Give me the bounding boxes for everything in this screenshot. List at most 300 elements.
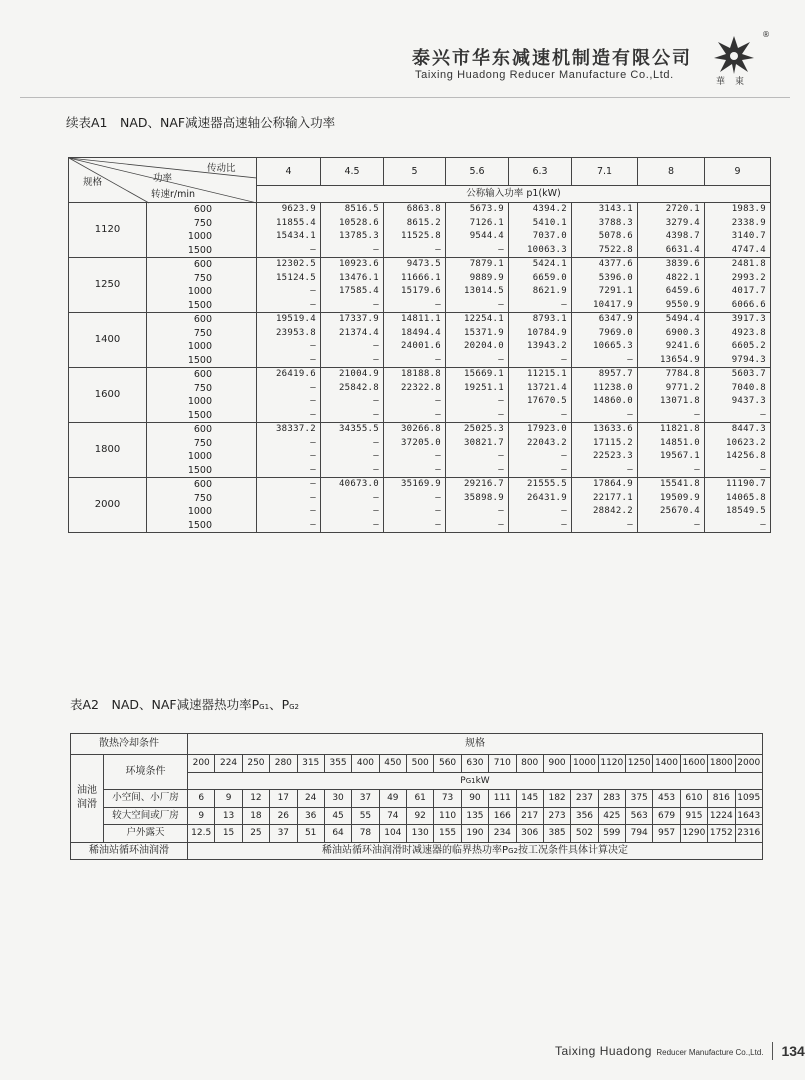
thermal-value: 610 (680, 790, 707, 808)
power-value: — (310, 354, 316, 365)
power-value: 8621.9 (532, 286, 567, 296)
power-cell (384, 478, 446, 533)
power-value: 7126.1 (469, 217, 504, 228)
power-value: 17864.9 (592, 479, 633, 489)
speed-value: 600 (193, 424, 212, 435)
power-cell (257, 313, 321, 368)
speed-value: 750 (193, 382, 212, 394)
speed-cell (147, 368, 257, 423)
power-value: 26431.9 (526, 492, 567, 503)
power-value: 11666.1 (400, 272, 441, 283)
power-value: 10665.3 (592, 341, 633, 351)
power-value: — (373, 354, 379, 365)
power-value: 10417.9 (592, 299, 633, 310)
circulation-row (71, 842, 763, 860)
power-value: 4747.4 (731, 244, 766, 255)
table-row (71, 807, 763, 825)
speed-cell (147, 203, 257, 258)
power-value: 6459.6 (665, 286, 700, 296)
footer-divider (772, 1042, 773, 1060)
power-value: 10528.6 (338, 217, 379, 228)
power-value: — (694, 519, 700, 530)
thermal-value: 453 (653, 790, 680, 808)
spec-cell: 1800 (69, 423, 147, 478)
power-value: 4822.1 (665, 272, 700, 283)
caption-sub1: G1 (259, 703, 270, 711)
thermal-value: 237 (571, 790, 598, 808)
thermal-value: 64 (324, 825, 351, 843)
thermal-value: 104 (379, 825, 406, 843)
circ-note-sub: G2 (508, 846, 518, 855)
power-cell (321, 203, 384, 258)
power-value: — (435, 464, 441, 475)
power-cell (446, 313, 509, 368)
env-condition: 小空间、小厂房 (104, 790, 188, 808)
thermal-value: 679 (653, 807, 680, 825)
thermal-value: 182 (543, 790, 570, 808)
power-value: 23953.8 (275, 327, 316, 338)
power-value: 22177.1 (592, 492, 633, 503)
power-value: 9623.9 (281, 204, 316, 214)
oil-bath-label: 油池润滑 (71, 755, 104, 843)
power-value: 17115.2 (592, 437, 633, 448)
power-cell (257, 368, 321, 423)
power-value: 13633.6 (592, 424, 633, 434)
table-row (69, 478, 771, 533)
thermal-value: 61 (407, 790, 434, 808)
power-value: — (435, 409, 441, 420)
power-value: 18188.8 (400, 369, 441, 379)
power-cell (705, 313, 771, 368)
power-cell (321, 423, 384, 478)
power-value: 25842.8 (338, 382, 379, 393)
power-value: 10784.9 (526, 327, 567, 338)
ratio-header: 4.5 (321, 158, 384, 186)
power-value: 6863.8 (406, 204, 441, 214)
power-value: — (310, 451, 316, 461)
power-value: 7879.1 (469, 259, 504, 269)
speed-value: 600 (193, 314, 212, 325)
logo-emblem-icon (712, 34, 756, 76)
power-value: 29216.7 (463, 479, 504, 489)
power-value: 35169.9 (400, 479, 441, 489)
thermal-value: 915 (680, 807, 707, 825)
power-value: 9794.3 (731, 354, 766, 365)
power-cell (705, 423, 771, 478)
power-value: 2993.2 (731, 272, 766, 283)
power-value: 25025.3 (463, 424, 504, 434)
power-value: 13785.3 (338, 231, 379, 241)
power-value: 28842.2 (592, 506, 633, 516)
thermal-value: 1224 (708, 807, 735, 825)
power-value: — (310, 396, 316, 406)
thermal-value: 51 (297, 825, 324, 843)
power-value: 2720.1 (665, 204, 700, 214)
spec-cell: 1120 (69, 203, 147, 258)
power-value: 9473.5 (406, 259, 441, 269)
power-value: — (373, 396, 379, 406)
thermal-value: 1643 (735, 807, 763, 825)
power-value: 14851.0 (659, 437, 700, 448)
power-value: — (694, 409, 700, 420)
power-value: 19251.1 (463, 382, 504, 393)
power-value: — (435, 244, 441, 255)
power-cell (446, 423, 509, 478)
size-header: 560 (434, 755, 461, 773)
power-cell (572, 423, 638, 478)
power-value: 12254.1 (463, 314, 504, 324)
page-number: 134 (781, 1043, 805, 1059)
thermal-value: 15 (215, 825, 242, 843)
size-header: 900 (543, 755, 570, 773)
power-cell (509, 258, 572, 313)
power-subheader: 公称输入功率 p1(kW) (257, 185, 771, 202)
power-value: 21555.5 (526, 479, 567, 489)
power-value: — (373, 437, 379, 448)
power-cell (384, 258, 446, 313)
thermal-value: 816 (708, 790, 735, 808)
power-value: 6631.4 (665, 244, 700, 255)
speed-value: 1500 (187, 244, 212, 256)
speed-value: 600 (193, 479, 212, 490)
power-value: — (561, 299, 567, 310)
speed-value: 750 (193, 272, 212, 284)
power-value: 3839.6 (665, 259, 700, 269)
power-cell (638, 203, 705, 258)
ratio-header: 6.3 (509, 158, 572, 186)
thermal-value: 1752 (708, 825, 735, 843)
power-value: 12302.5 (275, 259, 316, 269)
power-value: 13476.1 (338, 272, 379, 283)
power-value: 6900.3 (665, 327, 700, 338)
thermal-value: 794 (626, 825, 653, 843)
power-value: 9889.9 (469, 272, 504, 283)
power-value: 4017.7 (731, 286, 766, 296)
thermal-value: 12.5 (188, 825, 215, 843)
power-value: 15541.8 (659, 479, 700, 489)
power-value: 13014.5 (463, 286, 504, 296)
thermal-value: 78 (352, 825, 379, 843)
power-value: — (561, 451, 567, 461)
power-value: — (373, 299, 379, 310)
power-value: — (627, 519, 633, 530)
power-cell (572, 313, 638, 368)
power-value: 17923.0 (526, 424, 567, 434)
power-cell (705, 368, 771, 423)
power-value: 15179.6 (400, 286, 441, 296)
thermal-value: 2316 (735, 825, 763, 843)
company-logo (712, 30, 770, 90)
power-value: 8447.3 (731, 424, 766, 434)
power-value: 19509.9 (659, 492, 700, 503)
speed-value: 1500 (187, 519, 212, 531)
power-cell (638, 423, 705, 478)
header-divider (20, 97, 790, 98)
power-value: — (310, 244, 316, 255)
power-cell (321, 258, 384, 313)
thermal-value: 130 (407, 825, 434, 843)
power-value: 7969.0 (598, 327, 633, 338)
table-row (71, 790, 763, 808)
power-value: 25670.4 (659, 506, 700, 516)
footer-brand: Taixing Huadong (555, 1044, 652, 1059)
power-value: 5410.1 (532, 217, 567, 228)
speed-value: 1000 (187, 231, 212, 242)
power-value: — (498, 506, 504, 516)
unit-label (188, 772, 763, 790)
thermal-value: 111 (489, 790, 516, 808)
circ-note-tail: 按工况条件具体计算决定 (517, 844, 628, 856)
thermal-value: 110 (434, 807, 461, 825)
power-value: 7522.8 (598, 244, 633, 255)
power-value: 5494.4 (665, 314, 700, 324)
power-cell (257, 478, 321, 533)
speed-value: 1000 (187, 341, 212, 352)
power-value: 6659.0 (532, 272, 567, 283)
power-value: — (310, 299, 316, 310)
footer-tail: Reducer Manufacture Co.,Ltd. (656, 1048, 764, 1058)
speed-value: 600 (193, 369, 212, 380)
speed-value: 1000 (187, 506, 212, 517)
power-value: 8516.5 (344, 204, 379, 214)
power-value: — (498, 409, 504, 420)
speed-value: 750 (193, 217, 212, 229)
power-value: 8793.1 (532, 314, 567, 324)
power-value: 18549.5 (725, 506, 766, 516)
size-header: 710 (489, 755, 516, 773)
ratio-header: 8 (638, 158, 705, 186)
power-value: 26419.6 (275, 369, 316, 379)
thermal-value: 6 (188, 790, 215, 808)
cooling-label: 散热冷却条件 (71, 734, 188, 755)
power-value: — (760, 409, 766, 420)
power-value: — (760, 519, 766, 530)
power-value: — (373, 519, 379, 530)
caption-sub2: G2 (289, 703, 299, 711)
power-cell (384, 313, 446, 368)
power-value: 22523.3 (592, 451, 633, 461)
logo-chars: 華東 (716, 77, 755, 87)
power-value: — (627, 354, 633, 365)
power-value: 34355.5 (338, 424, 379, 434)
size-row (71, 755, 763, 773)
thermal-value: 1290 (680, 825, 707, 843)
size-header: 500 (407, 755, 434, 773)
size-header: 400 (352, 755, 379, 773)
power-cell (384, 203, 446, 258)
power-value: 13071.8 (659, 396, 700, 406)
power-value: 15434.1 (275, 231, 316, 241)
power-value: 9241.6 (665, 341, 700, 351)
power-value: 6347.9 (598, 314, 633, 324)
power-value: 2481.8 (731, 259, 766, 269)
speed-value: 1500 (187, 464, 212, 476)
power-value: 19567.1 (659, 451, 700, 461)
company-name-cn: 泰兴市华东减速机制造有限公司 (412, 48, 692, 69)
spec-cell: 1600 (69, 368, 147, 423)
speed-cell (147, 478, 257, 533)
power-value: 11525.8 (400, 231, 441, 241)
power-value: — (310, 382, 316, 393)
power-value: 17670.5 (526, 396, 567, 406)
power-value: 21374.4 (338, 327, 379, 338)
size-header: 1250 (626, 755, 653, 773)
power-value: 19519.4 (275, 314, 316, 324)
power-cell (705, 478, 771, 533)
power-cell (705, 203, 771, 258)
power-value: 15371.9 (463, 327, 504, 338)
power-value: 15124.5 (275, 272, 316, 283)
power-value: — (498, 464, 504, 475)
thermal-value: 135 (461, 807, 488, 825)
power-value: 22043.2 (526, 437, 567, 448)
speed-value: 1500 (187, 299, 212, 311)
power-value: 14065.8 (725, 492, 766, 503)
power-value: 2338.9 (731, 217, 766, 228)
registered-mark: ® (762, 30, 770, 39)
corner-ratio-label: 传动比 (207, 163, 236, 174)
thermal-value: 217 (516, 807, 543, 825)
power-value: — (435, 506, 441, 516)
power-value: 37205.0 (400, 437, 441, 448)
power-cell (446, 368, 509, 423)
power-cell (638, 478, 705, 533)
size-header: 450 (379, 755, 406, 773)
power-value: — (435, 396, 441, 406)
power-cell (705, 258, 771, 313)
power-value: — (435, 354, 441, 365)
size-header: 800 (516, 755, 543, 773)
power-value: 13654.9 (659, 354, 700, 365)
thermal-power-table (70, 733, 763, 860)
power-value: 8957.7 (598, 369, 633, 379)
power-value: 10923.6 (338, 259, 379, 269)
power-value: 3917.3 (731, 314, 766, 324)
size-header: 2000 (735, 755, 763, 773)
ratio-header: 9 (705, 158, 771, 186)
thermal-value: 425 (598, 807, 625, 825)
thermal-value: 145 (516, 790, 543, 808)
thermal-value: 155 (434, 825, 461, 843)
power-value: — (498, 244, 504, 255)
power-cell (509, 478, 572, 533)
thermal-value: 166 (489, 807, 516, 825)
power-value: — (435, 492, 441, 503)
thermal-value: 1095 (735, 790, 763, 808)
power-value: — (373, 409, 379, 420)
unit-p: P (460, 775, 466, 786)
size-header: 1800 (708, 755, 735, 773)
power-cell (509, 203, 572, 258)
table-row (69, 423, 771, 478)
size-header: 200 (188, 755, 215, 773)
power-value: 40673.0 (338, 479, 379, 489)
speed-cell (147, 258, 257, 313)
power-value: 5603.7 (731, 369, 766, 379)
thermal-value: 26 (270, 807, 297, 825)
ratio-header: 7.1 (572, 158, 638, 186)
power-cell (446, 203, 509, 258)
power-cell (509, 423, 572, 478)
thermal-value: 273 (543, 807, 570, 825)
circulation-note (188, 842, 763, 860)
power-value: — (498, 451, 504, 461)
power-value: — (627, 409, 633, 420)
power-cell (638, 258, 705, 313)
thermal-value: 234 (489, 825, 516, 843)
power-cell (572, 478, 638, 533)
thermal-value: 90 (461, 790, 488, 808)
power-value: 14256.8 (725, 451, 766, 461)
power-value: — (498, 396, 504, 406)
header-row (71, 734, 763, 755)
power-value: 3279.4 (665, 217, 700, 228)
thermal-value: 45 (324, 807, 351, 825)
power-value: — (760, 464, 766, 475)
power-value: 10063.3 (526, 244, 567, 255)
thermal-value: 356 (571, 807, 598, 825)
power-value: — (498, 354, 504, 365)
power-value: 5673.9 (469, 204, 504, 214)
size-header: 315 (297, 755, 324, 773)
thermal-value: 37 (270, 825, 297, 843)
power-value: 13721.4 (526, 382, 567, 393)
power-value: — (310, 437, 316, 448)
speed-cell (147, 423, 257, 478)
power-value: 14860.0 (592, 396, 633, 406)
power-value: 7040.8 (731, 382, 766, 393)
caption-sep: 、P (269, 697, 290, 712)
spec-cell: 1250 (69, 258, 147, 313)
thermal-value: 73 (434, 790, 461, 808)
thermal-value: 563 (626, 807, 653, 825)
power-value: — (435, 299, 441, 310)
power-value: 14811.1 (400, 314, 441, 324)
power-value: 21004.9 (338, 369, 379, 379)
power-value: 24001.6 (400, 341, 441, 351)
size-header: 630 (461, 755, 488, 773)
company-name-en: Taixing Huadong Reducer Manufacture Co.,Ltd. (415, 69, 674, 81)
thermal-value: 17 (270, 790, 297, 808)
power-cell (384, 423, 446, 478)
power-value: 17337.9 (338, 314, 379, 324)
power-value: 1983.9 (731, 204, 766, 214)
power-cell (509, 368, 572, 423)
unit-suffix: kW (475, 775, 490, 786)
thermal-value: 25 (242, 825, 269, 843)
speed-value: 1000 (187, 451, 212, 462)
power-cell (638, 368, 705, 423)
speed-value: 600 (193, 259, 212, 270)
speed-cell (147, 313, 257, 368)
power-value: 13943.2 (526, 341, 567, 351)
thermal-value: 599 (598, 825, 625, 843)
power-cell (257, 423, 321, 478)
power-value: 5396.0 (598, 272, 633, 283)
size-header: 1120 (598, 755, 625, 773)
table-row (69, 203, 771, 258)
power-value: 11238.0 (592, 382, 633, 393)
corner-spec-label: 规格 (83, 177, 103, 188)
power-value: — (561, 506, 567, 516)
size-header: 1600 (680, 755, 707, 773)
power-value: — (373, 492, 379, 503)
thermal-value: 37 (352, 790, 379, 808)
power-value: — (561, 519, 567, 530)
thermal-value: 36 (297, 807, 324, 825)
speed-value: 1000 (187, 286, 212, 297)
thermal-value: 55 (352, 807, 379, 825)
